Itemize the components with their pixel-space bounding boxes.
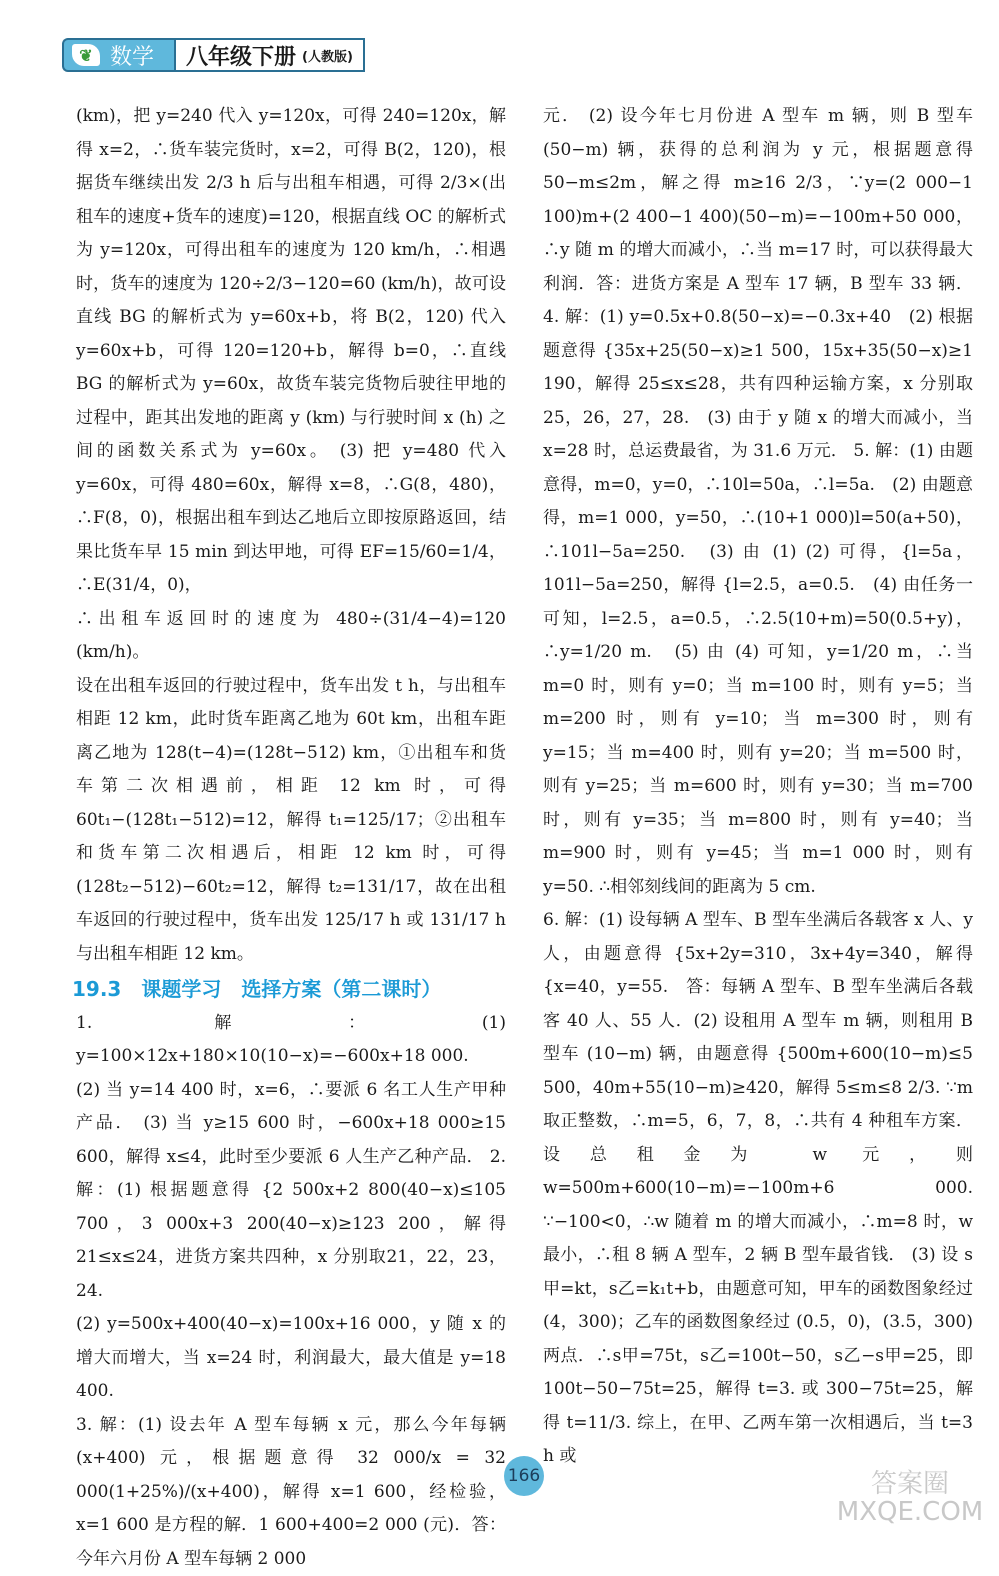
edition-text: (人教版): [302, 46, 353, 65]
paragraph: ∴出租车返回时的速度为 480÷(31/4−4)=120 (km/h)。: [76, 603, 506, 670]
paragraph: 设在出租车返回的行驶过程中，货车出发 t h，与出租车相距 12 km，此时货车距离乙地为 60t km，出租车距离乙地为 128(t−4)=(128t−512) km，①出租车和货车第二次相遇前，相距 12 km 时，可得 60t₁−(128t₁−512)=12，解得 t₁=125/17；②出租车和货车第二次相遇后，相距 12 km 时，可得 (128t₂−512)−60t₂=12，解得 t₂=131/17，故在出租车返回的行驶过程中，货车出发 125/17 h 或 131/17 h 与出租车相距 12 km。: [76, 670, 506, 972]
paragraph: 元． (2) 设今年七月份进 A 型车 m 辆，则 B 型车 (50−m) 辆，获得的总利润为 y 元，根据题意得 50−m≤2m，解之得 m≥16 2/3，∵y=(2 000−1 100)m+(2 400−1 400)(50−m)=−100m+50 000，∴y 随 m 的增大而减小，∴当 m=17 时，可以获得最大利润．答：进货方案是 A 型车 17 辆，B 型车 33 辆． 4. 解：(1) y=0.5x+0.8(50−x)=−0.3x+40 (2) 根据题意得 {35x+25(50−x)≥1 500，15x+35(50−x)≥1 190，解得 25≤x≤28，共有四种运输方案，x 分别取 25，26，27，28. (3) 由于 y 随 x 的增大而减小，当 x=28 时，总运费最省，为 31.6 万元． 5. 解：(1) 由题意得，m=0，y=0，∴10l=50a，∴l=5a. (2) 由题意得，m=1 000，y=50，∴(10+1 000)l=50(a+50)，∴101l−5a=250. (3) 由 (1) (2) 可得，{l=5a，101l−5a=250，解得 {l=2.5，a=0.5. (4) 由任务一可知，l=2.5，a=0.5，∴2.5(10+m)=50(0.5+y)，∴y=1/20 m. (5) 由 (4) 可知，y=1/20 m，∴当 m=0 时，则有 y=0；当 m=100 时，则有 y=5；当 m=200 时，则有 y=10；当 m=300 时，则有 y=15；当 m=400 时，则有 y=20；当 m=500 时，则有 y=25；当 m=600 时，则有 y=30；当 m=700 时，则有 y=35；当 m=800 时，则有 y=40；当 m=900 时，则有 y=45；当 m=1 000 时，则有 y=50. ∴相邻刻线间的距离为 5 cm.: [543, 100, 973, 904]
right-column: [543, 100, 973, 1474]
left-column: [76, 100, 506, 1576]
section-title: 19.3 课题学习 选择方案（第二课时）: [72, 973, 506, 1007]
watermark: 答案圈 MXQE.COM: [830, 1470, 990, 1530]
leaf-logo-icon: ❦: [72, 44, 100, 66]
page-header: [62, 38, 365, 72]
paragraph: (2) y=500x+400(40−x)=100x+16 000，y 随 x 的增大而增大，当 x=24 时，利润最大，最大值是 y=18 400.: [76, 1308, 506, 1409]
paragraph: 6. 解：(1) 设每辆 A 型车、B 型车坐满后各载客 x 人、y 人，由题意得 {5x+2y=310，3x+4y=340，解得 {x=40，y=55. 答：每辆 A 型车、B 型车坐满后各载客 40 人、55 人．(2) 设租用 A 型车 m 辆，则租用 B 型车 (10−m) 辆，由题意得 {500m+600(10−m)≤5 500，40m+55(10−m)≥420，解得 5≤m≤8 2/3. ∵m 取正整数，∴m=5，6，7，8，∴共有 4 种租车方案．设总租金为 w 元，则 w=500m+600(10−m)=−100m+6 000. ∵−100<0，∴w 随着 m 的增大而减小，∴m=8 时，w 最小，∴租 8 辆 A 型车，2 辆 B 型车最省钱． (3) 设 s甲=kt，s乙=k₁t+b，由题意可知，甲车的函数图象经过 (4，300)；乙车的函数图象经过 (0.5，0)，(3.5，300) 两点．∴s甲=75t，s乙=100t−50，s乙−s甲=25，即 100t−50−75t=25，解得 t=3. 或 300−75t=25，解得 t=11/3. 综上，在甲、乙两车第一次相遇后，当 t=3 h 或: [543, 904, 973, 1474]
grade-label: [174, 38, 365, 72]
paragraph: (km)，把 y=240 代入 y=120x，可得 240=120x，解得 x=2，∴货车装完货时，x=2，可得 B(2，120)，根据货车继续出发 2/3 h 后与出租车相遇，可得 2/3×(出租车的速度+货车的速度)=120，根据直线 OC 的解析式为 y=120x，可得出租车的速度为 120 km/h，∴相遇时，货车的速度为 120÷2/3−120=60 (km/h)，故可设直线 BG 的解析式为 y=60x+b，将 B(2，120) 代入 y=60x+b，可得 120=120+b，解得 b=0，∴直线 BG 的解析式为 y=60x，故货车装完货物后驶往甲地的过程中，距其出发地的距离 y (km) 与行驶时间 x (h) 之间的函数关系式为 y=60x。 (3) 把 y=480 代入 y=60x，可得 480=60x，解得 x=8，∴G(8，480)，∴F(8，0)，根据出租车到达乙地后立即按原路返回，结果比货车早 15 min 到达甲地，可得 EF=15/60=1/4，∴E(31/4，0)，: [76, 100, 506, 603]
page-number: 166: [504, 1456, 544, 1496]
grade-text: 八年级下册: [186, 40, 296, 71]
paragraph: 3. 解：(1) 设去年 A 型车每辆 x 元，那么今年每辆 (x+400) 元，根据题意得 32 000/x = 32 000(1+25%)/(x+400)，解得 x=1 600，经检验，x=1 600 是方程的解．1 600+400=2 000 (元)．答：今年六月份 A 型车每辆 2 000: [76, 1409, 506, 1576]
paragraph: (2) 当 y=14 400 时，x=6，∴要派 6 名工人生产甲种产品． (3) 当 y≥15 600 时，−600x+18 000≥15 600，解得 x≤4，此时至少要派 6 人生产乙种产品． 2. 解：(1) 根据题意得 {2 500x+2 800(40−x)≤105 700，3 000x+3 200(40−x)≥123 200，解得 21≤x≤24，进货方案共四种，x 分别取21，22，23，24.: [76, 1074, 506, 1309]
paragraph: 1. 解：(1) y=100×12x+180×10(10−x)=−600x+18 000.: [76, 1007, 506, 1074]
subject-tab: [62, 38, 174, 72]
subject-label: 数学: [110, 40, 154, 71]
